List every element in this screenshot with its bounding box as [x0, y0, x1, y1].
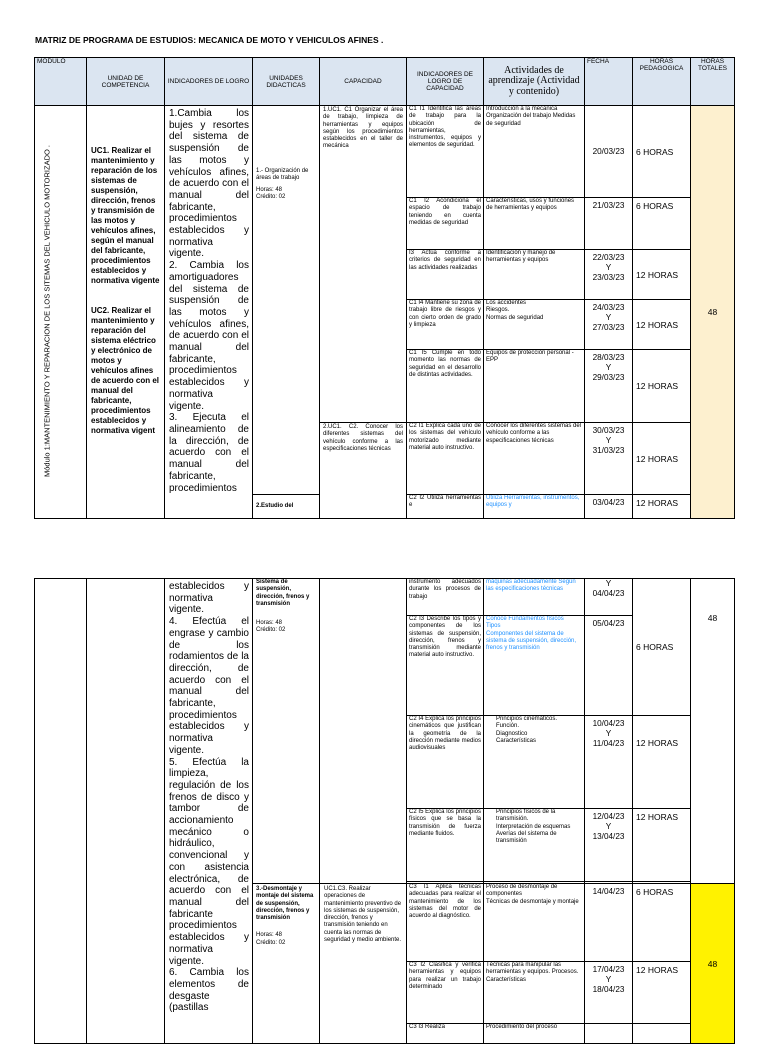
horas-totales-1: 48	[691, 106, 735, 519]
unidad-competencia-cell	[87, 106, 165, 519]
unidad-didactica-2: Sistema de suspensión, dirección, frenos y transmisión Horas: 48 Crédito: 02	[253, 579, 320, 884]
fecha: Y 04/04/23	[585, 579, 633, 616]
document-title: MATRIZ DE PROGRAMA DE ESTUDIOS: MECANICA DE MOTO Y VEHICULOS AFINES .	[35, 35, 384, 45]
horas: 6 HORAS	[633, 198, 691, 250]
fecha: 24/03/23 Y 27/03/23	[585, 300, 633, 350]
indicador-capacidad: C2 I5 Explica los principios físicos que se basa la transmisión de fuerza mediante fluidos.	[407, 809, 484, 882]
capacidad-2-continued	[320, 579, 407, 884]
fecha	[585, 1024, 633, 1044]
actividad: Los accidentes Riesgos. Normas de seguridad	[484, 300, 585, 350]
indicador-capacidad: C1 I4 Mantiene su zona de trabajo libre de riesgos y con cierto orden de grado y limpieza	[407, 300, 484, 350]
unidad-didactica-2-heading: 2.Estudio del	[253, 495, 320, 519]
header-unidad-competencia: UNIDAD DE COMPETENCIA	[87, 58, 165, 106]
fecha: 22/03/23 Y 23/03/23	[585, 250, 633, 300]
indicador-capacidad: C3 I3 Realiza	[407, 1024, 484, 1044]
indicador-capacidad: C2 I3 Describe los tipos y componentes de los sistemas de suspensión, dirección, frenos y transmisión mediante material auto instructivo.	[407, 616, 484, 716]
fecha: 10/04/23 Y 11/04/23	[585, 716, 633, 809]
modulo-cell	[35, 106, 87, 519]
actividad: máquinas adecuadamente Según las especificaciones técnicas	[484, 579, 585, 616]
fecha: 12/04/23 Y 13/04/23	[585, 809, 633, 882]
program-matrix-page-2	[34, 578, 735, 1044]
header-horas-totales: HORAS TOTALES	[691, 58, 735, 106]
header-unidades-didacticas: UNIDADES DIDACTICAS	[253, 58, 320, 106]
actividad: Equipos de protección personal -EPP	[484, 350, 585, 423]
header-indicadores-logro: INDICADORES DE LOGRO	[165, 58, 253, 106]
horas: 6 HORAS	[633, 106, 691, 198]
indicador-capacidad: C1 I2 Acondiciona el espacio de trabajo teniendo en cuenta medidas de seguridad	[407, 198, 484, 250]
horas: 12 HORAS	[633, 250, 691, 300]
actividad: Principios físicos de la transmisión. Interpretación de esquemas Averías del sistema de transmisión	[484, 809, 585, 882]
modulo-cell-continued	[35, 579, 87, 1044]
unidad-didactica-1: 1.- Organización de áreas de trabajo Horas: 48 Crédito: 02	[253, 106, 320, 495]
indicador-capacidad: C3 I1 Aplica técnicas adecuadas para realizar el mantenimiento de los sistemas del motor de acuerdo al diagnóstico.	[407, 884, 484, 962]
capacidad-3: UC1.C3. Realizar operaciones de mantenimiento preventivo de los sistemas de suspensión, dirección, frenos y transmisión teniendo en cuenta las normas de seguridad y medio ambiente.	[320, 884, 407, 1044]
fecha: 05/04/23	[585, 616, 633, 716]
indicadores-logro-cell: 1.Cambia los bujes y resortes del sistema de suspensión de las motos y vehículos afines, de acuerdo con el manual del fabricante, procedimientos establecidos y normativa vigente. 2. Cambia los amortiguadores del sistema de suspensión de las motos y vehículos afines, de acuerdo con el manual del fabricante, procedimientos establecidos y normativa vigente. 3. Ejecuta el alineamiento de la dirección, de acuerdo con el manual del fabricante, procedimientos	[165, 106, 253, 519]
indicadores-logro-continued: establecidos y normativa vigente. 4. Efectúa el engrase y cambio de los rodamientos de la dirección, de acuerdo con el manual del fabricante, procedimientos establecidos y normativa vigente. 5. Efectúa la limpieza, regulación de los frenos de disco y tambor de accionamiento mecánico o hidráulico, convencional y con asistencia electrónica, de acuerdo con el manual del fabricante procedimientos establecidos y normativa vigente. 6. Cambia los elementos de desgaste (pastillas	[165, 579, 253, 1044]
fecha: 28/03/23 Y 29/03/23	[585, 350, 633, 423]
header-fecha: FECHA	[585, 58, 633, 106]
actividad: Procedimiento del proceso	[484, 1024, 585, 1044]
unidad-competencia-continued	[87, 579, 165, 1044]
actividad: Utiliza Herramientas, instrumentos, equipos y	[484, 495, 585, 519]
fecha: 14/04/23	[585, 884, 633, 962]
indicador-capacidad: C3 I2 Clasifica y verifica herramientas y equipos para realizar un trabajo determinado	[407, 962, 484, 1024]
indicador-capacidad: C2 I1 Explica cada uno de los sistemas del vehículo motorizado mediante material auto instructivo.	[407, 423, 484, 495]
horas: 12 HORAS	[633, 809, 691, 882]
actividad: Introducción a la mecánica Organización del trabajo Medidas de seguridad	[484, 106, 585, 198]
horas: 6 HORAS	[633, 579, 691, 716]
actividad: Características, usos y funciones de herramientas y equipos	[484, 198, 585, 250]
horas: 12 HORAS	[633, 495, 691, 519]
horas-totales-3: 48	[691, 884, 735, 1044]
actividad: Conoce Fundamentos físicos Tipos Componentes del sistema de sistema de suspensión, dirección, frenos y transmisión	[484, 616, 585, 716]
horas-totales-2: 48	[691, 579, 735, 884]
capacidad-2: 2.UC1. C2. Conocer los diferentes sistemas del vehículo conforme a las especificaciones técnicas	[320, 423, 407, 519]
fecha: 17/04/23 Y 18/04/23	[585, 962, 633, 1024]
header-horas-pedagogica: HORAS PEDAGOGICA	[633, 58, 691, 106]
fecha: 21/03/23	[585, 198, 633, 250]
horas: 12 HORAS	[633, 962, 691, 1024]
header-indicadores-capacidad: INDICADORES DE LOGRO DE CAPACIDAD	[407, 58, 484, 106]
indicador-capacidad: C2 I4 Explica los principios cinemáticos que justifican la geometría de la dirección mediante medios audiovisuales	[407, 716, 484, 809]
indicador-capacidad: C1 I1 Identifica las áreas de trabajo para la ubicación de herramientas, instrumentos, equipos y elementos de seguridad.	[407, 106, 484, 198]
uc2-text: UC2. Realizar el mantenimiento y reparación del sistema eléctrico y electrónico de motos y vehículos afines de acuerdo con el manual del fabricante, procedimientos establecidos y normativa vigent	[91, 306, 160, 435]
unidad-didactica-3: 3.-Desmontaje y montaje del sistema de suspensión, dirección, frenos y transmisión Horas: 48 Crédito: 02	[253, 884, 320, 1044]
capacidad-1: 1.UC1. C1 Organizar el área de trabajo, limpieza de herramientas y equipos según los procedimientos establecidos en el taller de mecánica	[320, 106, 407, 423]
horas: 12 HORAS	[633, 716, 691, 809]
fecha: 03/04/23	[585, 495, 633, 519]
indicador-capacidad: instrumento adecuados durante los procesos de trabajo	[407, 579, 484, 616]
fecha: 30/03/23 Y 31/03/23	[585, 423, 633, 495]
actividad: Proceso de desmontaje de componentes Técnicas de desmontaje y montaje	[484, 884, 585, 962]
actividad: Principios cinemáticos. Función. Diagnostico Características	[484, 716, 585, 809]
horas: 12 HORAS	[633, 300, 691, 350]
horas	[633, 1024, 691, 1044]
modulo-label: Módulo 1:MANTENIMIENTO Y REPARACION DE LOS SITEMAS DEL VEHICULO MOTORIZADO .	[42, 144, 52, 478]
indicador-capacidad: I3 Actúa conforme a criterios de seguridad en las actividades realizadas	[407, 250, 484, 300]
horas: 12 HORAS	[633, 423, 691, 495]
actividad: Conocer los diferentes sistemas del vehículo conforme a las especificaciones técnicas	[484, 423, 585, 495]
indicador-capacidad: C1 I5 Cumple en todo momento las normas de seguridad en el desarrollo de distintas actividades.	[407, 350, 484, 423]
horas: 12 HORAS	[633, 350, 691, 423]
fecha: 20/03/23	[585, 106, 633, 198]
header-capacidad: CAPACIDAD	[320, 58, 407, 106]
header-actividades: Actividades de aprendizaje (Actividad y contenido)	[484, 58, 585, 106]
header-modulo: MODULO	[35, 58, 87, 106]
actividad: Técnicas para manipular las herramientas y equipos. Procesos. Características	[484, 962, 585, 1024]
actividad: Identificación y manejo de herramientas y equipos	[484, 250, 585, 300]
uc1-text: UC1. Realizar el mantenimiento y reparación de los sistemas de suspensión, dirección, frenos y transmisión de las motos y vehículos afines, según el manual del fabricante, procedimientos establecidos y normativa vigente	[91, 146, 160, 285]
program-matrix-page-1	[34, 57, 735, 519]
horas: 6 HORAS	[633, 884, 691, 962]
indicador-capacidad: C2 I2 Utiliza herramientas e	[407, 495, 484, 519]
